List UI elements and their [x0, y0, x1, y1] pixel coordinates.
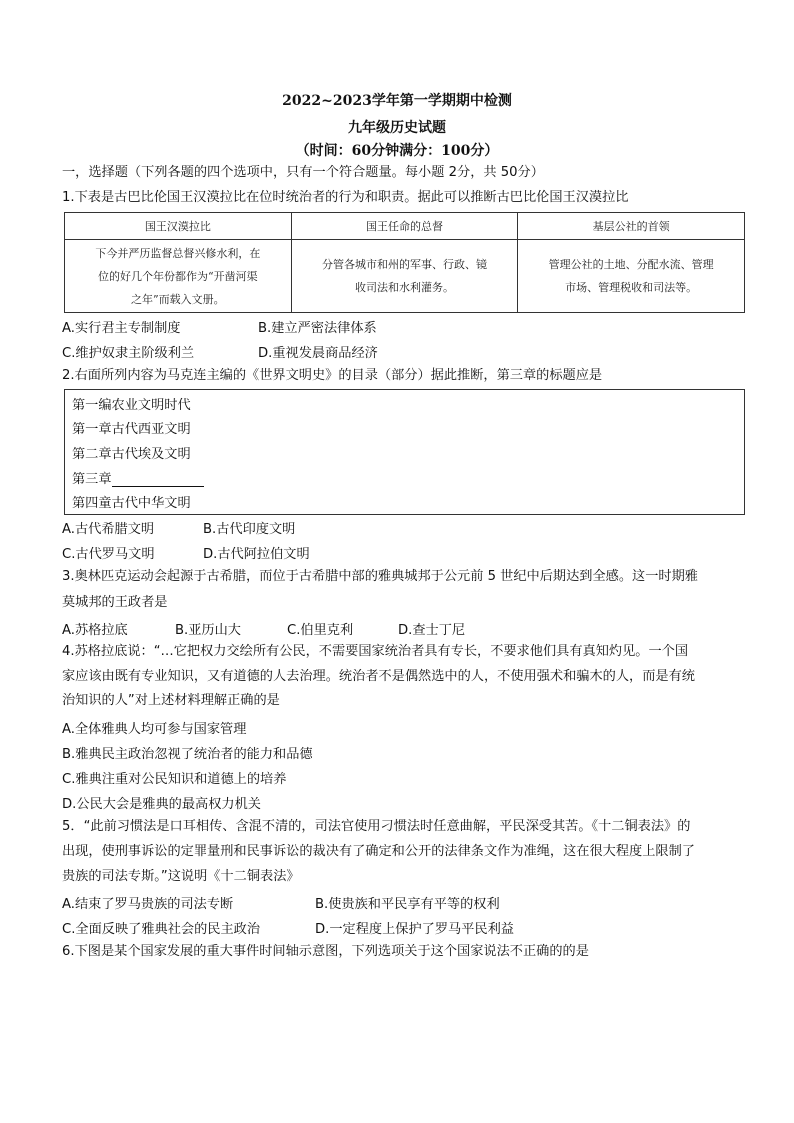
q1-option-a[interactable]: A.实行君主专制制度: [62, 321, 181, 336]
q5-option-c[interactable]: C.全面反映了雅典社会的民主政治: [62, 922, 261, 937]
q1-cell-line: 收司法和水利灌务。: [354, 281, 454, 294]
q1-cell-line: 下今并严历监督总督兴修水利，在: [95, 246, 261, 260]
q3-option-d[interactable]: D.查士丁尼: [398, 623, 466, 638]
q1-table-cell: [291, 240, 518, 313]
q5-stem-line: 贵族的司法专斯。”这说明《十二铜表法》: [62, 869, 300, 884]
q1-cell-line: 市场、管理税收和司法等。: [565, 281, 698, 294]
q1-option-b[interactable]: B.建立严密法律体系: [258, 321, 377, 336]
q2-box-line: 第一编农业文明时代: [72, 398, 191, 413]
q1-cell-line: 之年”而载入文册。: [131, 292, 225, 306]
q3-option-b[interactable]: B.亚历山大: [175, 623, 241, 638]
q1-table-cell: [65, 240, 292, 313]
exam-subtitle: 九年级历史试题: [348, 120, 446, 136]
q2-contents-box: [64, 389, 745, 515]
q3-option-a[interactable]: A.苏格拉底: [62, 623, 128, 638]
q5-stem-line: 出现，使刑事诉讼的定罪量刑和民事诉讼的裁决有了确定和公开的法律条文作为准绳，这在很大程度上限制了: [62, 844, 695, 859]
q3-stem-line: 3.奥林匹克运动会起源于古希腊，而位于古希腊中部的雅典城邦于公元前 5 世纪中后期达到全感。这一时期雅: [62, 569, 698, 584]
q6-stem: 6.下图是某个国家发展的重大事件时间轴示意图，下列选项关于这个国家说法不正确的的是: [62, 944, 589, 959]
q4-option-c[interactable]: C.雅典注重对公民知识和道德上的培养: [62, 772, 287, 787]
q2-box-line-blank: [72, 468, 204, 487]
q1-table: [64, 212, 745, 313]
q4-option-b[interactable]: B.雅典民主政治忽视了统治者的能力和品德: [62, 747, 313, 762]
q5-option-a[interactable]: A.结束了罗马贵族的司法专断: [62, 897, 234, 912]
q4-option-d[interactable]: D.公民大会是雅典的最高权力机关: [62, 797, 261, 812]
answer-blank: [112, 472, 204, 487]
q5-option-d[interactable]: D.一定程度上保护了罗马平民利益: [315, 922, 514, 937]
q1-table-header: 基层公社的首领: [518, 213, 745, 240]
q2-option-a[interactable]: A.古代希腊文明: [62, 522, 155, 537]
q4-stem-line: 治知识的人”对上述材料理解正确的是: [62, 693, 280, 708]
q1-stem: 1.下表是古巴比伦国王汉漠拉比在位时统治者的行为和职责。据此可以推断古巴比伦国王汉漠拉比: [62, 190, 629, 205]
q1-cell-line: 位的好几个年份都作为“开凿河渠: [98, 269, 258, 283]
q1-option-d[interactable]: D.重视发晨商品经济: [258, 346, 378, 361]
q1-cell-line: 管理公社的土地、分配水流、管理: [548, 258, 714, 271]
q5-option-b[interactable]: B.使贵族和平民享有平等的权利: [315, 897, 500, 912]
q2-option-c[interactable]: C.古代罗马文明: [62, 547, 155, 562]
q2-box-line: 第一章古代西亚文明: [72, 422, 191, 437]
exam-title: 2022~2023学年第一学期期中检测: [282, 93, 512, 109]
q5-stem-line: 5．“此前习惯法是口耳相传、含混不清的，司法官使用刁惯法时任意曲解，平民深受其苦。《十二铜表法》的: [62, 819, 691, 834]
time-note: （时间：60分钟满分：100分）: [295, 143, 499, 159]
q4-option-a[interactable]: A.全体雅典人均可参与国家管理: [62, 722, 247, 737]
q2-box-line: 第四童古代中华文明: [72, 496, 191, 511]
q1-table-cell: [518, 240, 745, 313]
q4-stem-line: 4.苏格拉底说：“…它把权力交绘所有公民，不需要国家统治者具有专长，不要求他们具有真知灼见。一个国: [62, 644, 689, 659]
q3-stem-line: 莫城邦的王政者是: [62, 595, 168, 610]
section-heading: 一，选择题（下列各题的四个选项中，只有一个符合题量。每小题 2分，共 50分）: [62, 165, 544, 180]
q3-option-c[interactable]: C.伯里克利: [287, 623, 354, 638]
q2-option-b[interactable]: B.古代印度文明: [203, 522, 296, 537]
q1-table-header: 国王任命的总督: [291, 213, 518, 240]
q2-box-line: 第二章古代埃及文明: [72, 447, 191, 462]
q1-table-header: 国王汉漠拉比: [65, 213, 292, 240]
q1-cell-line: 分管各城市和州的军事、行政、镜: [321, 258, 487, 271]
q4-stem-line: 家应该由既有专业知识，又有道德的人去治理。统治者不是偶然选中的人，不使用强术和骗木的人，而是有统: [62, 669, 695, 684]
q2-option-d[interactable]: D.古代阿拉伯文明: [203, 547, 310, 562]
q2-stem: 2.右面所列内容为马克连主编的《世界文明史》的目录（部分）据此推断，第三章的标题应是: [62, 368, 603, 383]
q1-option-c[interactable]: C.维护奴隶主阶级利兰: [62, 346, 195, 361]
q2-box-chapter3: 第三章: [72, 472, 112, 487]
